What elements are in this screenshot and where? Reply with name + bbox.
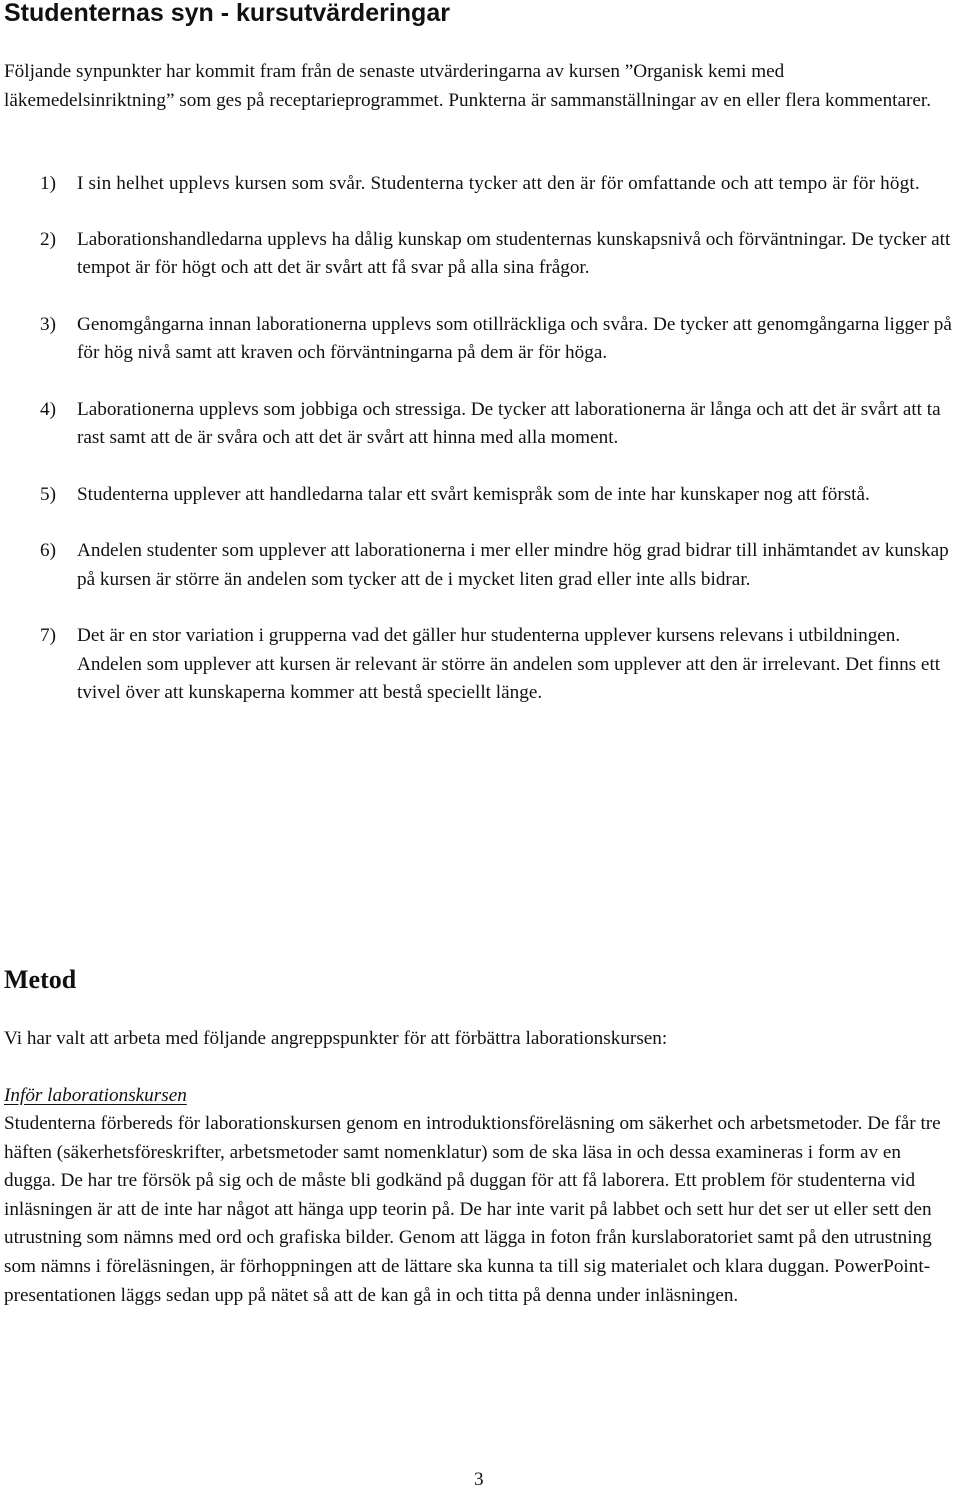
list-item: [0, 311, 952, 368]
list-item-number: 4): [40, 398, 56, 420]
list-item-text: Laborationerna upplevs som jobbiga och stressiga. De tycker att laborationerna är långa och att det är svårt att ta rast samt att de är svåra och att det är svårt att hinna med alla moment.: [77, 398, 941, 448]
list-item: [0, 226, 952, 283]
method-intro-paragraph: Vi har valt att arbeta med följande angreppspunkter för att förbättra laborationskursen:: [4, 1028, 668, 1049]
list-item-number: 3): [40, 313, 56, 335]
list-item-number: 7): [40, 625, 56, 646]
list-item-text: Studenterna upplever att handledarna talar ett svårt kemispråk som de inte har kunskaper nog att förstå.: [77, 483, 870, 505]
evaluation-points-list: [0, 170, 960, 708]
list-item-text: Det är en stor variation i grupperna vad det gäller hur studenterna upplever kursens relevans i utbildningen. Andelen som upplever att kursen är relevant är större än andelen som upplever att den är irrelevant. Det finns ett tvivel över att kunskaperna kommer att bestå speciellt länge.: [77, 625, 941, 703]
list-item-number: 1): [40, 173, 56, 194]
list-item-text: Laborationshandledarna upplevs ha dålig kunskap om studenternas kunskapsnivå och förväntningar. De tycker att tempot är för högt och att det är svårt att få svar på alla sina frågor.: [77, 228, 951, 278]
intro-paragraph: Följande synpunkter har kommit fram från de senaste utvärderingarna av kursen ”Organisk kemi med läkemedelsinriktning” som ges på receptarieprogrammet. Punkterna är sammanställningar av en eller flera kommentarer.: [4, 61, 932, 111]
method-heading: Metod: [4, 965, 77, 994]
page-title: Studenternas syn - kursutvärderingar: [4, 0, 450, 27]
list-item: [0, 396, 952, 453]
list-item-text: I sin helhet upplevs kursen som svår. Studenterna tycker att den är för omfattande och att tempo är för högt.: [77, 173, 920, 194]
list-item-text: Andelen studenter som upplever att laborationerna i mer eller mindre hög grad bidrar till inhämtandet av kunskap på kursen är större än andelen som tycker att de i mycket liten grad eller inte alls bidrar.: [77, 540, 949, 590]
list-item-number: 2): [40, 228, 56, 250]
list-item: [0, 481, 952, 510]
subsection-paragraph: Studenterna förbereds för laborationskursen genom en introduktionsföreläsning om säkerhet och arbetsmetoder. De får tre häften (säkerhetsföreskrifter, arbetsmetoder samt nomenklatur) som de ska läsa in och dessa examineras i form av en dugga. De har tre försök på sig och de måste bli godkänd på duggan för att få laborera. Ett problem för studenterna vid inläsningen är att de inte har något att hänga upp teorin på. De har inte varit på labbet och sett hur det ser ut eller sett den utrustning som nämns med ord och grafiska bilder. Genom att lägga in foton från kurslaboratoriet samt på den utrustning som nämns i föreläsningen, är förhoppningen att de lättare ska kunna ta till sig materialet och klara duggan. PowerPoint-presentationen läggs sedan upp på nätet så att de kan gå in och titta på denna under inläsningen.: [4, 1113, 941, 1306]
list-item: [0, 170, 952, 199]
list-item-text: Genomgångarna innan laborationerna upplevs som otillräckliga och svåra. De tycker att genomgångarna ligger på för hög nivå samt att kraven och förväntningarna på dem är för höga.: [77, 313, 952, 363]
page-number: 3: [474, 1469, 484, 1490]
subsection-heading: Inför laborationskursen: [4, 1085, 187, 1106]
list-item-number: 5): [40, 483, 56, 505]
list-item: [0, 537, 952, 594]
list-item-number: 6): [40, 540, 56, 561]
list-item: [0, 622, 952, 708]
